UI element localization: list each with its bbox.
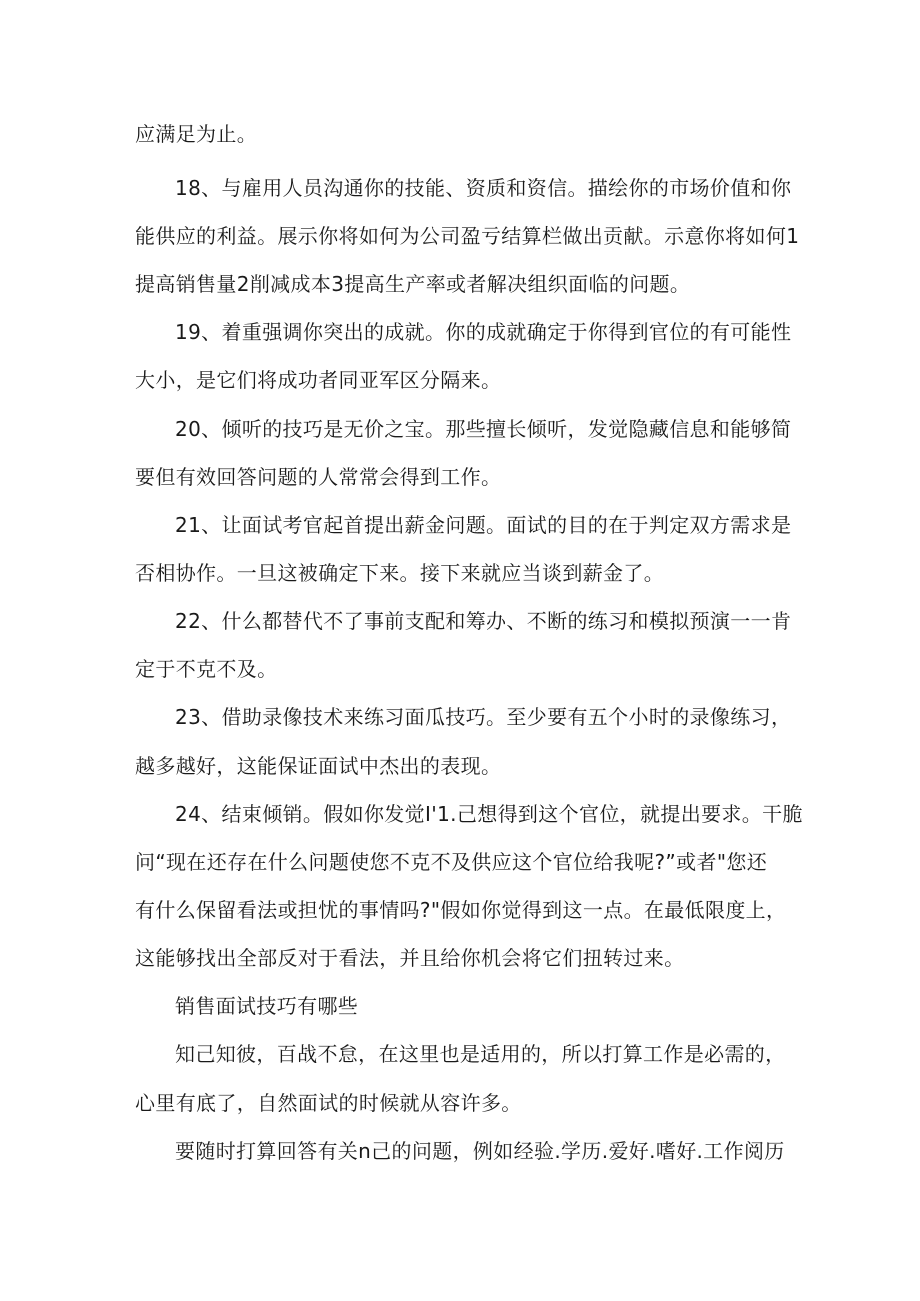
text-line-1: 应满足为止。 xyxy=(135,122,258,146)
section-heading: 销售面试技巧有哪些 xyxy=(175,994,359,1018)
paragraph-23-line-2: 越多越好，这能保证面试中杰出的表现。 xyxy=(135,754,502,778)
paragraph-20-line-1: 20、倾听的技巧是无价之宝。那些擅长倾听，发觉隐藏信息和能够简 xyxy=(175,417,792,441)
paragraph-19-line-1: 19、着重强调你突出的成就。你的成就确定于你得到官位的有可能性 xyxy=(175,320,792,344)
paragraph-20-line-2: 要但有效回答问题的人常常会得到工作。 xyxy=(135,465,502,489)
paragraph-23-line-1: 23、借助录像技术来练习面瓜技巧。至少要有五个小时的录像练习， xyxy=(175,705,792,729)
paragraph-18-line-1: 18、与雇用人员沟通你的技能、资质和资信。描绘你的市场价值和你 xyxy=(175,176,792,200)
paragraph-21-line-1: 21、让面试考官起首提出薪金问题。面试的目的在于判定双方需求是 xyxy=(175,513,792,537)
paragraph-18-line-3: 提高销售量2削减成本3提高生产率或者解决组织面临的问题。 xyxy=(135,272,691,296)
paragraph-19-line-2: 大小，是它们将成功者同亚军区分隔来。 xyxy=(135,368,502,392)
paragraph-24-line-4: 这能够找出全部反对于看法，并且给你机会将它们扭转过来。 xyxy=(135,946,685,970)
paragraph-prepare-line-2: 心里有底了，自然面试的时候就从容许多。 xyxy=(135,1091,522,1115)
paragraph-questions-line-1: 要随时打算回答有关n己的问题，例如经验.学历.爱好.嗜好.工作阅历 xyxy=(175,1139,785,1163)
paragraph-24-line-3: 有什么保留看法或担忧的事情吗?"假如你觉得到这一点。在最低限度上， xyxy=(135,898,787,922)
paragraph-prepare-line-1: 知己知彼，百战不怠，在这里也是适用的，所以打算工作是必需的， xyxy=(175,1042,786,1066)
paragraph-22-line-1: 22、什么都替代不了事前支配和筹办、不断的练习和模拟预演一一肯 xyxy=(175,609,792,633)
paragraph-21-line-2: 否相协作。一旦这被确定下来。接下来就应当谈到薪金了。 xyxy=(135,561,665,585)
paragraph-18-line-2: 能供应的利益。展示你将如何为公司盈亏结算栏做出贡献。示意你将如何1 xyxy=(135,224,800,248)
paragraph-24-line-2: 问“现在还存在什么问题使您不克不及供应这个官位给我呢?”或者"您还 xyxy=(135,850,768,874)
paragraph-24-line-1: 24、结束倾销。假如你发觉I'1.己想得到这个官位，就提出要求。干脆 xyxy=(175,802,803,826)
paragraph-22-line-2: 定于不克不及。 xyxy=(135,657,278,681)
